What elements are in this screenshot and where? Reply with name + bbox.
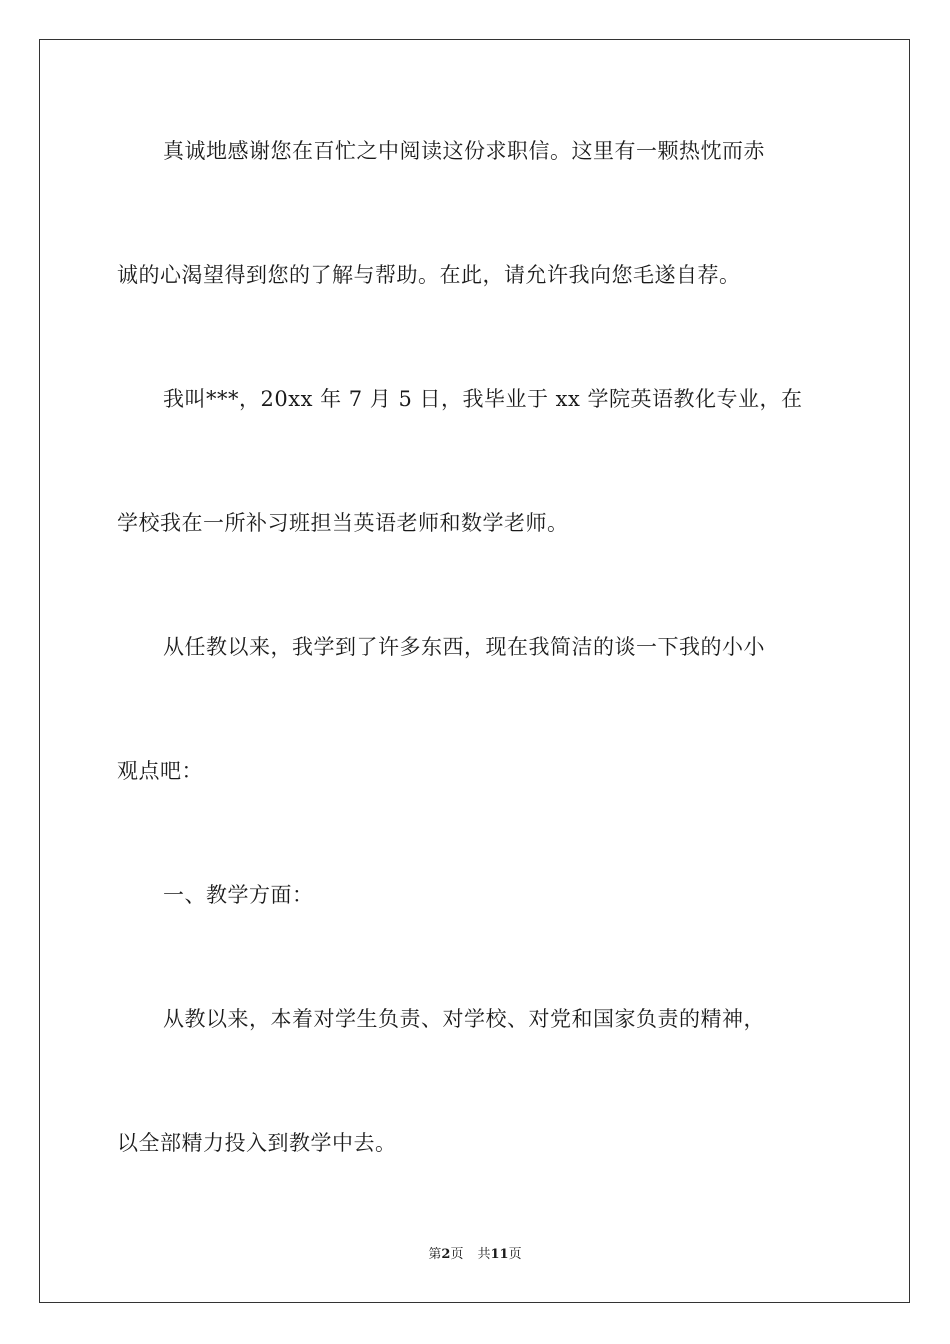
- paragraph-3-line-2: 观点吧：: [117, 759, 203, 783]
- paragraph-2-line-1: 我叫***，20xx 年 7 月 5 日，我毕业于 xx 学院英语教化专业，在: [163, 387, 803, 411]
- page-number: 2: [441, 1247, 451, 1262]
- page-footer: [0, 1246, 950, 1264]
- paragraph-1-line-1: 真诚地感谢您在百忙之中阅读这份求职信。这里有一颗热忱而赤: [163, 139, 765, 163]
- paragraph-1-line-2: 诚的心渴望得到您的了解与帮助。在此，请允许我向您毛遂自荐。: [117, 263, 741, 287]
- paragraph-4-line-2: 以全部精力投入到教学中去。: [117, 1131, 397, 1155]
- paragraph-4-line-1: 从教以来，本着对学生负责、对学校、对党和国家负责的精神，: [163, 1007, 765, 1031]
- section-heading-teaching: 一、教学方面：: [163, 883, 314, 907]
- paragraph-2-line-2: 学校我在一所补习班担当英语老师和数学老师。: [117, 511, 569, 535]
- page-frame: [39, 39, 910, 1303]
- total-suffix: 页: [508, 1247, 522, 1262]
- paragraph-3-line-1: 从任教以来，我学到了许多东西，现在我简洁的谈一下我的小小: [163, 635, 765, 659]
- total-pages: 11: [490, 1247, 509, 1262]
- page-suffix: 页: [450, 1247, 464, 1262]
- total-prefix: 共: [477, 1247, 491, 1262]
- page-prefix: 第: [428, 1247, 442, 1262]
